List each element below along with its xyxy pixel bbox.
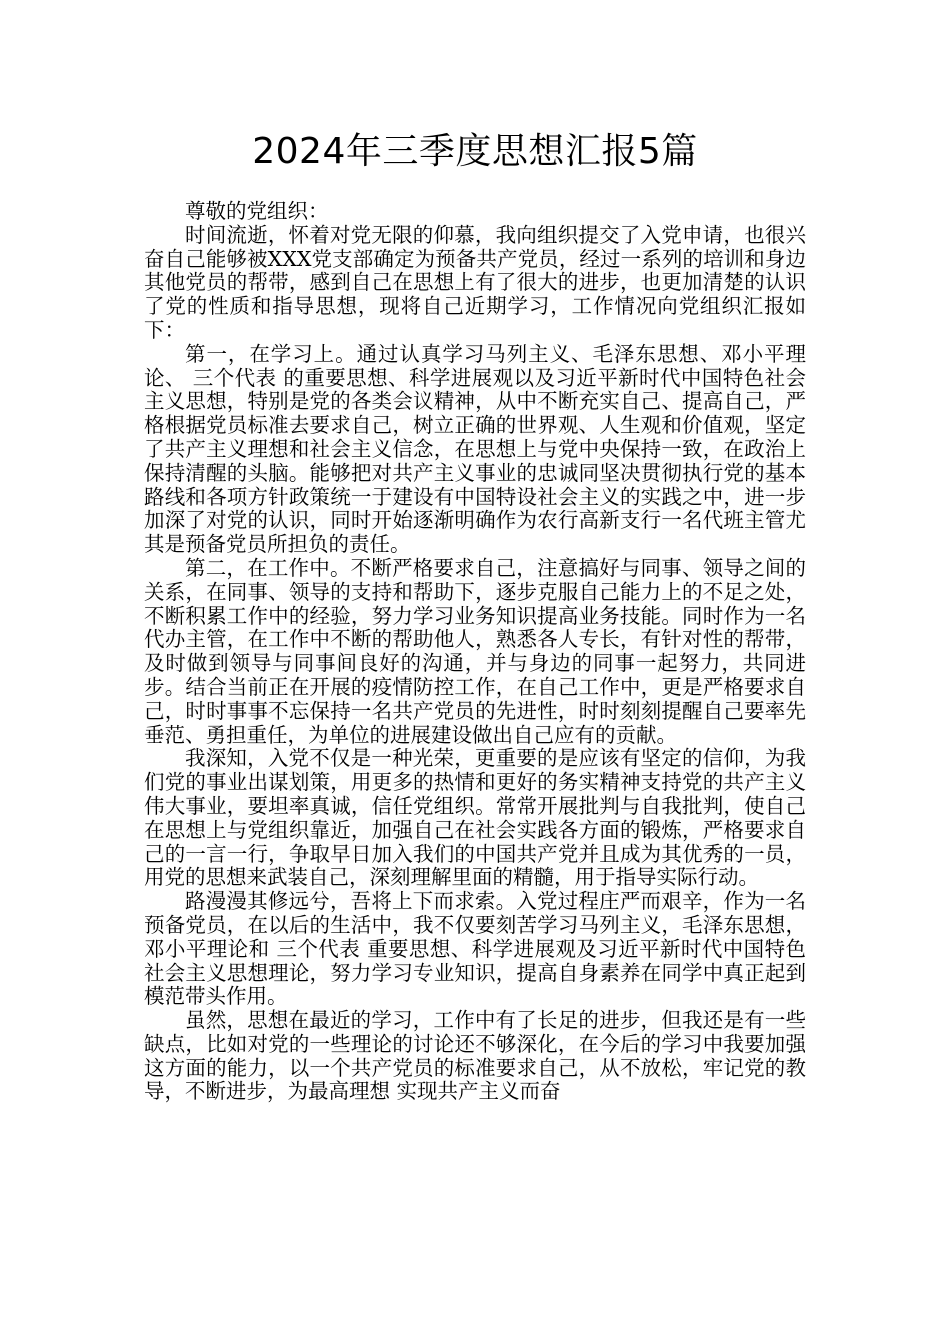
document-title: 2024年三季度思想汇报5篇 (252, 131, 698, 172)
salutation: 尊敬的党组织： (185, 199, 329, 223)
paragraph-belief: 我深知，入党不仅是一种光荣，更重要的是应该有坚定的信仰，为我们党的事业出谋划策，用更多的热情和更好的务实精神支持党的共产主义伟大事业，要坦率真诚，信任党组织。常常开展批判与自我批判，使自己在思想上与党组织靠近，加强自己在社会实践各方面的锻炼，严格要求自己的一言一行，争取早日加入我们的中国共产党并且成为其优秀的一员，用党的思想来武装自己，深刻理解里面的精髓，用于指导实际行动。 (144, 746, 806, 890)
paragraph-intro: 时间流逝，怀着对党无限的仰慕，我向组织提交了入党申请，也很兴奋自己能够被XXX党支部确定为预备共产党员，经过一系列的培训和身边其他党员的帮带，感到自己在思想上有了很大的进步，也更加清楚的认识了党的性质和指导思想，现将自己近期学习，工作情况向党组织汇报如下： (144, 222, 806, 342)
paragraph-study: 第一，在学习上。通过认真学习马列主义、毛泽东思想、邓小平理论、 三个代表 的重要思想、科学进展观以及习近平新时代中国特色社会主义思想，特别是党的各类会议精神，从中不断充实自己、提高自己，严格根据党员标准去要求自己，树立正确的世界观、人生观和价值观，坚定了共产主义理想和社会主义信念，在思想上与党中央保持一致，在政治上保持清醒的头脑。能够把对共产主义事业的忠诚同坚决贯彻执行党的基本路线和各项方针政策统一于建设有中国特设社会主义的实践之中，进一步加深了对党的认识，同时开始逐渐明确作为农行高新支行一名代班主管尤其是预备党员所担负的责任。 (144, 341, 806, 557)
paragraph-work: 第二，在工作中。不断严格要求自己，注意搞好与同事、领导之间的关系，在同事、领导的支持和帮助下，逐步克服自己能力上的不足之处，不断积累工作中的经验，努力学习业务知识提高业务技能。同时作为一名代办主管，在工作中不断的帮助他人，熟悉各人专长，有针对性的帮带，及时做到领导与同事间良好的沟通，并与身边的同事一起努力，共同进步。结合当前正在开展的疫情防控工作，在自己工作中，更是严格要求自己，时时事事不忘保持一名共产党员的先进性，时时刻刻提醒自己要率先垂范、勇担重任，为单位的进展建设做出自己应有的贡献。 (144, 555, 806, 747)
document-body (144, 200, 806, 1104)
paragraph-shortcomings: 虽然，思想在最近的学习，工作中有了长足的进步，但我还是有一些缺点，比如对党的一些理论的讨论还不够深化，在今后的学习中我要加强这方面的能力，以一个共产党员的标准要求自己，从不放松，牢记党的教导，不断进步，为最高理想 实现共产主义而奋 (144, 1008, 806, 1104)
paragraph-pursuit: 路漫漫其修远兮，吾将上下而求索。入党过程庄严而艰辛，作为一名预备党员，在以后的生活中，我不仅要刻苦学习马列主义，毛泽东思想，邓小平理论和 三个代表 重要思想、科学进展观及习近平新时代中国特色社会主义思想理论，努力学习专业知识，提高自身素养在同学中真正起到模范带头作用。 (144, 889, 806, 1009)
